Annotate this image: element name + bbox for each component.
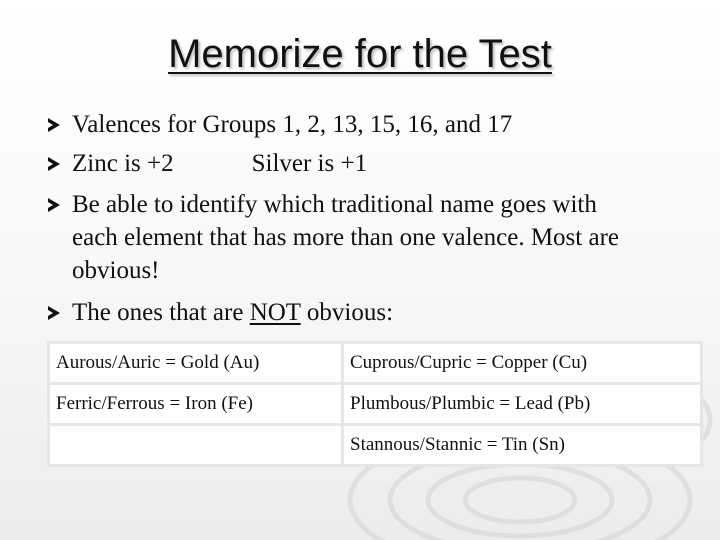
table-row	[50, 385, 700, 423]
bullet-text: Valences for Groups 1, 2, 13, 15, 16, and 17	[72, 111, 513, 138]
table-cell: Aurous/Auric = Gold (Au)	[50, 344, 341, 382]
table-cell: Cuprous/Cupric = Copper (Cu)	[344, 344, 700, 382]
zinc-valence-text: Zinc is +2	[72, 150, 174, 177]
bullet-text-before: The ones that are	[72, 299, 250, 326]
bullet-valences	[72, 108, 702, 141]
bullet-text-after: obvious:	[300, 299, 394, 326]
valence-names-table	[47, 341, 703, 467]
arrow-bullet-icon	[48, 198, 60, 212]
table-cell: Plumbous/Plumbic = Lead (Pb)	[344, 385, 700, 423]
bullet-text-line-2: each element that has more than one valence. Most are	[72, 224, 619, 251]
bullet-identify-names	[72, 188, 702, 287]
arrow-bullet-icon	[48, 157, 60, 171]
arrow-bullet-icon	[48, 306, 60, 320]
table-cell: Ferric/Ferrous = Iron (Fe)	[50, 385, 341, 423]
table-cell	[50, 426, 341, 464]
bullet-text-line-1: Be able to identify which traditional name goes with	[72, 191, 597, 218]
table-row	[50, 344, 700, 382]
page-title: Memorize for the Test	[168, 32, 552, 76]
silver-valence-text: Silver is +1	[251, 150, 368, 177]
table-row	[50, 426, 700, 464]
emphasis-not: NOT	[249, 299, 301, 326]
bullet-text-line-3: obvious!	[72, 257, 160, 284]
bullet-not-obvious	[72, 296, 702, 329]
bullet-zinc-silver	[72, 147, 702, 180]
arrow-bullet-icon	[48, 118, 60, 132]
table-cell: Stannous/Stannic = Tin (Sn)	[344, 426, 700, 464]
